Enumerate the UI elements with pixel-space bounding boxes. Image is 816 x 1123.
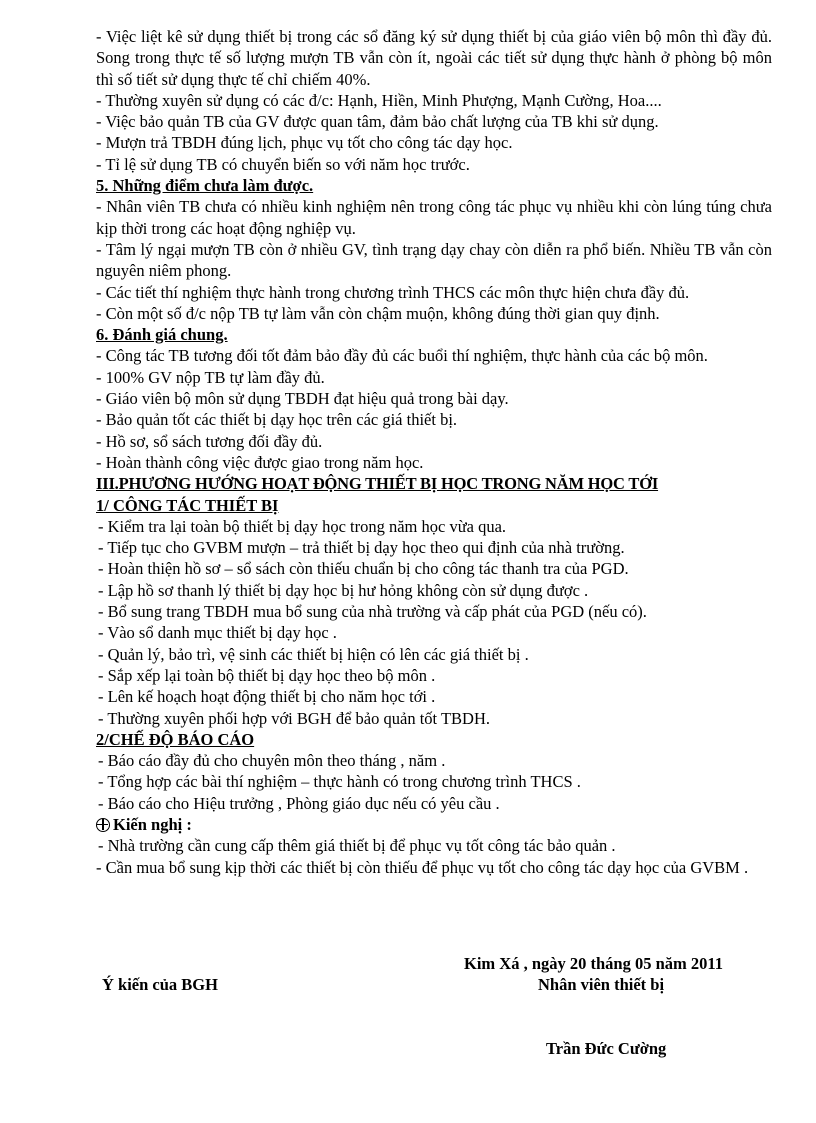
subsection-1-heading: 1/ CÔNG TÁC THIẾT BỊ — [96, 495, 279, 515]
paragraph: - Hoàn thành công việc được giao trong năm học. — [96, 452, 424, 472]
paragraph: - Việc liệt kê sử dụng thiết bị trong các sổ đăng ký sử dụng thiết bị của giáo viên bộ môn thì đầy đủ. Song trong thực tế số lượng mượn TB vẫn còn ít, ngoài các tiết sử dụng thực hành ở phòng bộ môn thì số tiết sử dụng thực tế chỉ chiếm 40%. — [96, 27, 772, 89]
list-item: - Quản lý, bảo trì, vệ sinh các thiết bị hiện có lên các giá thiết bị . — [98, 644, 529, 664]
signature-right-title: Nhân viên thiết bị — [538, 975, 665, 994]
section-3-heading: III.PHƯƠNG HƯỚNG HOẠT ĐỘNG THIẾT BỊ HỌC TRONG NĂM HỌC TỚI — [96, 474, 659, 494]
list-item: - Tổng hợp các bài thí nghiệm – thực hành có trong chương trình THCS . — [98, 772, 581, 792]
list-item: - Thường xuyên phối hợp với BGH để bảo quản tốt TBDH. — [98, 708, 490, 728]
signature-name: Trần Đức Cường — [546, 1039, 667, 1058]
kien-nghi-heading — [96, 814, 772, 835]
paragraph: - Thường xuyên sử dụng có các đ/c: Hạnh, Hiền, Minh Phượng, Mạnh Cường, Hoa.... — [96, 90, 662, 110]
kien-nghi-label: Kiến nghị : — [113, 814, 192, 834]
paragraph: - Tâm lý ngại mượn TB còn ở nhiều GV, tình trạng dạy chay còn diễn ra phổ biến. Nhiều TB vẫn còn nguyên niêm phong. — [96, 239, 772, 281]
section-5-heading: 5. Những điểm chưa làm được. — [96, 176, 314, 196]
intro-block — [96, 26, 772, 175]
signature-date: Kim Xá , ngày 20 tháng 05 năm 2011 — [464, 954, 723, 973]
subsection-2-heading: 2/CHẾ ĐỘ BÁO CÁO — [96, 729, 255, 749]
section-3 — [96, 473, 772, 878]
paragraph: - Tỉ lệ sử dụng TB có chuyển biến so với năm học trước. — [96, 154, 470, 174]
bullet-cross-icon — [96, 818, 110, 832]
list-item: - Lên kế hoạch hoạt động thiết bị cho năm học tới . — [98, 687, 436, 707]
list-item: - Tiếp tục cho GVBM mượn – trả thiết bị dạy học theo qui định của nhà trường. — [98, 538, 625, 558]
paragraph: - 100% GV nộp TB tự làm đầy đủ. — [96, 367, 325, 387]
paragraph: - Còn một số đ/c nộp TB tự làm vẫn còn chậm muộn, không đúng thời gian quy định. — [96, 303, 660, 323]
paragraph: - Mượn trả TBDH đúng lịch, phục vụ tốt cho công tác dạy học. — [96, 133, 513, 153]
section-6-heading: 6. Đánh giá chung. — [96, 325, 228, 345]
document-body — [96, 26, 772, 878]
list-item: - Lập hồ sơ thanh lý thiết bị dạy học bị hư hỏng không còn sử dụng được . — [98, 580, 589, 600]
list-item: - Bổ sung trang TBDH mua bổ sung của nhà trường và cấp phát của PGD (nếu có). — [98, 602, 647, 622]
paragraph: - Các tiết thí nghiệm thực hành trong chương trình THCS các môn thực hiện chưa đầy đủ. — [96, 282, 690, 302]
list-item: - Báo cáo cho Hiệu trưởng , Phòng giáo dục nếu có yêu cầu . — [98, 793, 500, 813]
list-item: - Báo cáo đầy đủ cho chuyên môn theo tháng , năm . — [98, 751, 446, 771]
paragraph: - Hồ sơ, sổ sách tương đối đầy đủ. — [96, 431, 323, 451]
list-item: - Vào sổ danh mục thiết bị dạy học . — [98, 623, 337, 643]
paragraph: - Công tác TB tương đối tốt đảm bảo đầy đủ các buổi thí nghiệm, thực hành của các bộ môn. — [96, 346, 708, 366]
list-item: - Hoàn thiện hồ sơ – sổ sách còn thiếu chuẩn bị cho công tác thanh tra của PGD. — [98, 559, 629, 579]
list-item: - Nhà trường cần cung cấp thêm giá thiết bị để phục vụ tốt công tác bảo quản . — [98, 836, 616, 856]
paragraph: - Giáo viên bộ môn sử dụng TBDH đạt hiệu quả trong bài dạy. — [96, 389, 509, 409]
paragraph: - Nhân viên TB chưa có nhiều kinh nghiệm nên trong công tác phục vụ nhiều khi còn lúng túng chưa kịp thời trong các hoạt động nghiệp vụ. — [96, 197, 772, 238]
paragraph: - Việc bảo quản TB của GV được quan tâm, đảm bảo chất lượng của TB khi sử dụng. — [96, 112, 659, 132]
paragraph: - Bảo quản tốt các thiết bị dạy học trên các giá thiết bị. — [96, 410, 458, 430]
signature-left-title: Ý kiến của BGH — [102, 975, 218, 994]
list-item: - Sắp xếp lại toàn bộ thiết bị dạy học theo bộ môn . — [98, 665, 436, 685]
paragraph: - Cần mua bổ sung kịp thời các thiết bị còn thiếu để phục vụ tốt cho công tác dạy học của GVBM . — [96, 857, 749, 877]
list-item: - Kiểm tra lại toàn bộ thiết bị dạy học trong năm học vừa qua. — [98, 516, 507, 536]
section-5 — [96, 175, 772, 324]
section-6 — [96, 324, 772, 473]
